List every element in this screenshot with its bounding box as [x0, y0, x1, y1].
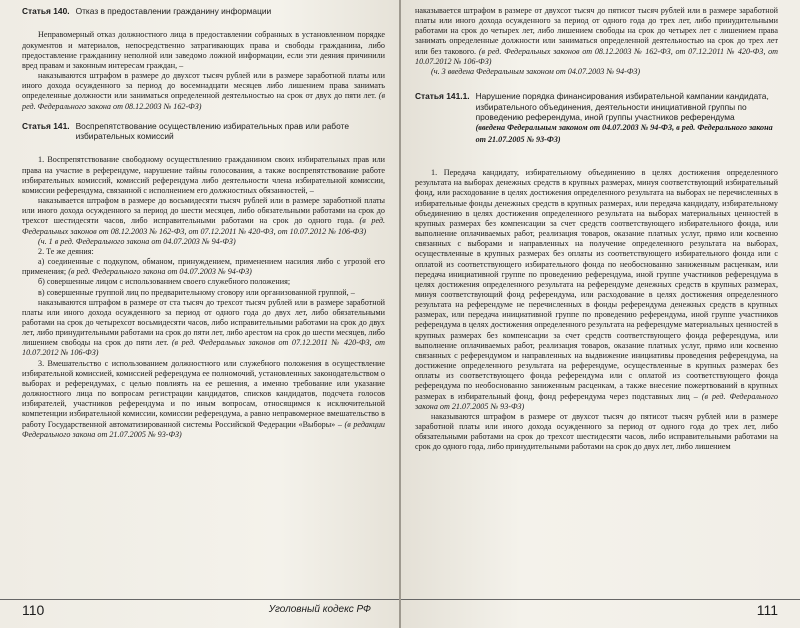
- part-1-amendment-note: (ч. 1 в ред. Федерального закона от 04.07.2003 № 94-ФЗ): [38, 236, 236, 246]
- article-title: Отказ в предоставлении гражданину информации: [75, 6, 272, 16]
- article-141-heading: [22, 121, 385, 142]
- left-footer: [0, 599, 399, 620]
- article-141-1-part-1: [415, 168, 778, 412]
- amendment-note: (в ред. Федеральных законов от 08.12.2003 № 162-ФЗ, от 07.12.2011 № 420-ФЗ, от 10.07.2012 № 106-ФЗ): [415, 46, 779, 66]
- amendment-note: (в ред. Федерального закона от 08.12.2003 № 162-ФЗ): [22, 91, 386, 111]
- article-141-penalty-2: [22, 298, 385, 359]
- article-number: Статья 141.1.: [415, 91, 470, 102]
- amendment-note: (в ред. Федерального закона от 21.07.2005 № 93-ФЗ): [415, 391, 778, 411]
- item-text: а) соединенные с подкупом, обманом, принуждением, применением насилия либо с угрозой его применения;: [22, 257, 385, 277]
- amendment-note: (в редакции Федерального закона от 21.07.2005 № 93-ФЗ): [22, 419, 385, 439]
- continued-penalty: [415, 6, 778, 67]
- amendment-note: (в ред. Федеральных законов от 08.12.2003 № 162-ФЗ, от 07.12.2011 № 420-ФЗ, от 10.07.2012 № 106-ФЗ): [22, 216, 386, 236]
- amendment-note: (в ред. Федерального закона от 04.07.2003 № 94-ФЗ): [68, 267, 252, 277]
- article-141-penalty-1: [22, 196, 385, 237]
- part-text: 1. Передача кандидату, избирательному объединению в целях достижения определенного результата на выборах денежных средств в крупных размерах, минуя соответствующий избирательный фонд, или расходование в целях достижения определенного результата на выборах не перечисленных в избирательные фонды денежных средств в крупных размерах, или передача кандидату, избирательному объединению в целях достижения определенного результата на выборах материальных ценностей в крупных размерах без компенсации за счет средств соответствующего избирательного фонда, или выполнение оплачиваемых работ, реализация товаров, оказание платных услуг, прямо или косвенно связанных с выборами и направленных на получение определенного результата на выборах, осуществленные в крупных размерах без оплаты из соответствующего избирательного фонда или с оплатой из соответствующего избирательного фонда по необоснованно заниженным расценкам, или передача инициативной группе по проведению референдума, иной группе участников референдума в целях достижения определенного результата на референдуме денежных средств в крупных размерах, минуя соответствующий фонд референдума, или расходование в целях достижения определенного результата на референдуме не перечисленных в фонды референдума денежных средств в крупных размерах, или передача инициативной группе по проведению референдума, иной группе участников референдума в целях достижения определенного результата на референдуме материальных ценностей в крупных размерах без компенсации за счет средств соответствующего фонда референдума, или выполнение оплачиваемых работ, реализация товаров, оказание платных услуг, прямо или косвенно связанных с референдумом и направленных на выдвижение инициативы проведения референдума, на достижение определенного результата на референдуме, осуществленные в крупных размерах без оплаты из соответствующего фонда референдума или с оплатой из соответствующего фонда референдума по необоснованно заниженным расценкам, а также внесение пожертвований в крупных размерах в избирательный фонд, фонд референдума через подставных лиц –: [415, 168, 778, 401]
- article-title: Воспрепятствование осуществлению избирательных прав или работе избирательных комиссий: [75, 120, 349, 142]
- page-number: 111: [756, 602, 778, 618]
- part-3-note: (ч. 3 введена Федеральным законом от 04.07.2003 № 94-ФЗ): [431, 66, 641, 76]
- article-141-1-heading: [415, 91, 778, 145]
- right-footer: [401, 599, 800, 620]
- item-a: [22, 257, 385, 277]
- article-141-part-3: [22, 359, 385, 440]
- right-page: [401, 0, 800, 628]
- item-v: в) совершенные группой лиц по предварительному сговору или организованной группой, –: [38, 287, 355, 297]
- article-140-heading: [22, 6, 385, 16]
- penalty-text: наказывается штрафом в размере от двухсот тысяч до пятисот тысяч рублей или в размере заработной платы или иного дохода осужденного за период от одного года до трех лет, либо принудительными работами на срок до четырех лет, либо лишением свободы на срок до четырех лет с лишением права занимать определенные должности или заниматься определенной деятельностью на срок до трех лет или без такового.: [415, 6, 778, 56]
- item-b: б) совершенные лицом с использованием своего служебного положения;: [38, 277, 291, 287]
- article-number: Статья 141.: [22, 120, 70, 131]
- part-text: 3. Вмешательство с использованием должностного или служебного положения в осуществление избирательной комиссией, комиссией референдума ее полномочий, установленных законодательством о выборах и референдумах, с целью повлиять на ее решения, а именно требование или указание должностного лица по вопросам регистрации кандидатов, списков кандидатов, подсчета голосов избирателей, участников референдума и по иным вопросам, относящимся к исключительной компетенции избирательной комиссии, комиссии референдума, а равно неправомерное вмешательство в работу Государственной автоматизированной системы Российской Федерации «Выборы» –: [22, 358, 385, 429]
- article-140-paragraph: Неправомерный отказ должностного лица в предоставлении собранных в установленном порядке документов и материалов, непосредственно затрагивающих права и свободы гражданина, либо предоставление гражданину неполной или заведомо ложной информации, если эти деяния причинили вред правам и законным интересам граждан, –: [22, 30, 385, 70]
- penalty-text: наказываются штрафом в размере до двухсот тысяч рублей или в размере заработной платы или иного дохода осужденного за период до восемнадцати месяцев либо лишением права занимать определенные должности или заниматься определенной деятельностью на срок от двух до пяти лет.: [22, 71, 385, 101]
- penalty-text: наказывается штрафом в размере до восьмидесяти тысяч рублей или в размере заработной платы или иного дохода осужденного за период до шести месяцев, либо обязательными работами на срок до трехсот шестидесяти часов, либо исправительными работами на срок до одного года.: [22, 196, 385, 226]
- article-141-1-penalty: наказываются штрафом в размере от двухсот тысяч до пятисот тысяч рублей или в размере заработной платы или иного дохода осужденного за период от одного года до трех лет, либо обязательными работами на срок до трехсот шестидесяти часов, либо исправительными работами на срок до одного года, либо принудительными работами на срок до двух лет, либо лишением: [415, 411, 778, 452]
- article-number: Статья 140.: [22, 6, 70, 16]
- article-141-part-1: 1. Воспрепятствование свободному осуществлению гражданином своих избирательных прав или права на участие в референдуме, нарушение тайны голосования, а также воспрепятствование работе избирательных комиссий, комиссий референдума либо деятельности члена избирательной комиссии, комиссии референдума, связанной с исполнением его должностных обязанностей, –: [22, 155, 385, 195]
- page-number: 110: [22, 602, 45, 618]
- running-title: Уголовный кодекс РФ: [268, 604, 371, 615]
- penalty-text: наказываются штрафом в размере от ста тысяч до трехсот тысяч рублей или в размере заработной платы или иного дохода осужденного за период от одного года до двух лет, либо обязательными работами на срок до четырехсот восьмидесяти часов, либо исправительными работами на срок до двух лет, либо принудительными работами на срок до пяти лет, либо арестом на срок до шести месяцев, либо лишением свободы на срок до пяти лет.: [22, 297, 385, 348]
- amendment-note: (в ред. Федеральных законов от 07.12.2011 № 420-ФЗ, от 10.07.2012 № 106-ФЗ): [22, 338, 385, 358]
- left-page: [0, 0, 399, 628]
- article-140-penalty: [22, 71, 385, 112]
- article-title: Нарушение порядка финансирования избирательной кампании кандидата, избирательного объединения, деятельности инициативной группы по проведению референдума, иной группы участников референдума: [475, 91, 769, 122]
- article-141-part-2: 2. Те же деяния:: [38, 246, 94, 256]
- amendment-note: (введена Федеральным законом от 04.07.2003 № 94-ФЗ, в ред. Федерального закона от 21.07.2005 № 93-ФЗ): [475, 123, 773, 144]
